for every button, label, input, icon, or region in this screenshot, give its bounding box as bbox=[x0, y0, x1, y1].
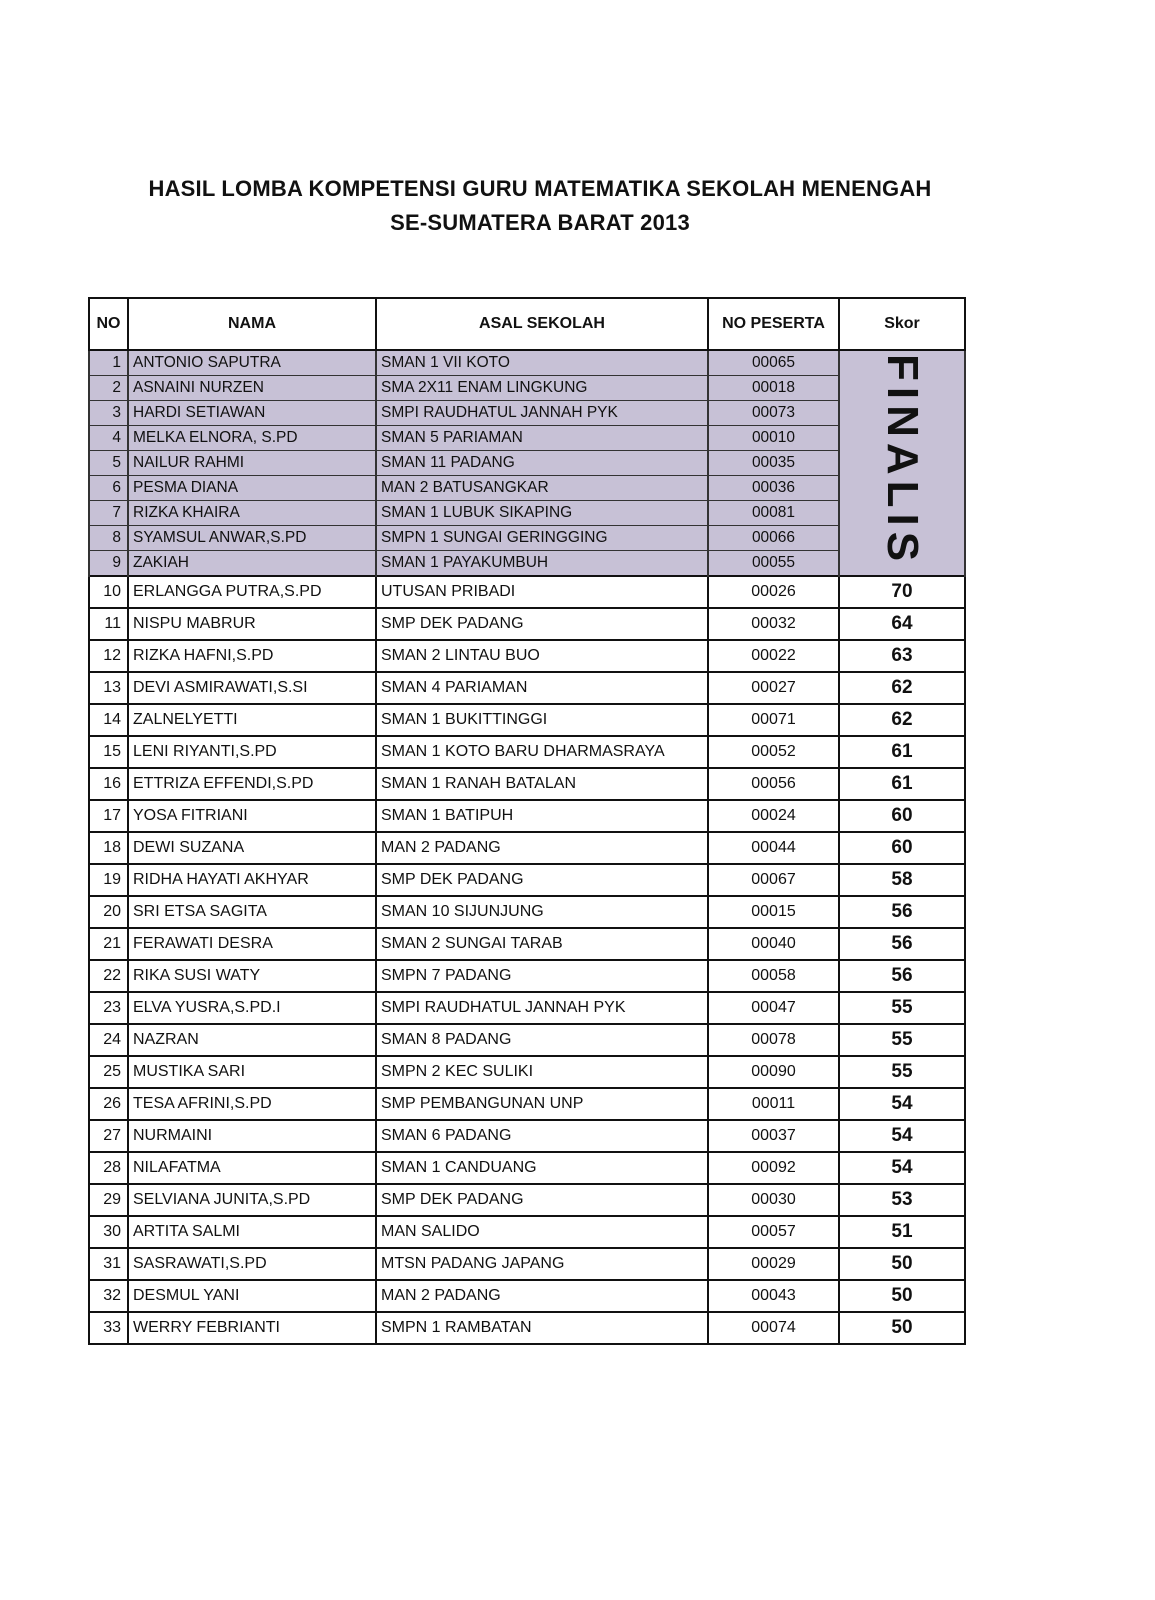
row-no-peserta: 00015 bbox=[708, 896, 839, 928]
row-skor: 61 bbox=[839, 736, 965, 768]
table-row bbox=[89, 672, 965, 704]
row-nama: YOSA FITRIANI bbox=[128, 800, 376, 832]
row-skor: 55 bbox=[839, 1024, 965, 1056]
row-asal-sekolah: SMPI RAUDHATUL JANNAH PYK bbox=[376, 401, 708, 426]
row-skor: 54 bbox=[839, 1120, 965, 1152]
row-nama: NILAFATMA bbox=[128, 1152, 376, 1184]
table-row bbox=[89, 1056, 965, 1088]
row-skor: 60 bbox=[839, 832, 965, 864]
row-no: 7 bbox=[89, 501, 128, 526]
header-no: NO bbox=[89, 298, 128, 350]
finalist-row bbox=[89, 551, 965, 577]
row-asal-sekolah: SMAN 6 PADANG bbox=[376, 1120, 708, 1152]
row-nama: DEWI SUZANA bbox=[128, 832, 376, 864]
table-row bbox=[89, 1024, 965, 1056]
row-nama: NAILUR RAHMI bbox=[128, 451, 376, 476]
table-row bbox=[89, 1216, 965, 1248]
row-no-peserta: 00078 bbox=[708, 1024, 839, 1056]
row-no-peserta: 00044 bbox=[708, 832, 839, 864]
finalis-merged-cell bbox=[839, 350, 965, 576]
finalist-row bbox=[89, 426, 965, 451]
row-asal-sekolah: SMAN 1 PAYAKUMBUH bbox=[376, 551, 708, 577]
row-asal-sekolah: SMAN 5 PARIAMAN bbox=[376, 426, 708, 451]
header-no-peserta: NO PESERTA bbox=[708, 298, 839, 350]
row-no: 23 bbox=[89, 992, 128, 1024]
results-table bbox=[88, 297, 966, 1345]
table-row bbox=[89, 704, 965, 736]
row-no: 12 bbox=[89, 640, 128, 672]
table-row bbox=[89, 960, 965, 992]
row-nama: MELKA ELNORA, S.PD bbox=[128, 426, 376, 451]
row-asal-sekolah: SMAN 1 KOTO BARU DHARMASRAYA bbox=[376, 736, 708, 768]
row-skor: 50 bbox=[839, 1312, 965, 1344]
table-row bbox=[89, 1280, 965, 1312]
table-row bbox=[89, 768, 965, 800]
row-no-peserta: 00058 bbox=[708, 960, 839, 992]
finalist-row bbox=[89, 476, 965, 501]
row-nama: ETTRIZA EFFENDI,S.PD bbox=[128, 768, 376, 800]
row-nama: SASRAWATI,S.PD bbox=[128, 1248, 376, 1280]
row-asal-sekolah: SMAN 4 PARIAMAN bbox=[376, 672, 708, 704]
row-skor: 54 bbox=[839, 1088, 965, 1120]
row-no: 33 bbox=[89, 1312, 128, 1344]
row-no-peserta: 00067 bbox=[708, 864, 839, 896]
row-no: 4 bbox=[89, 426, 128, 451]
row-no: 6 bbox=[89, 476, 128, 501]
row-no: 10 bbox=[89, 576, 128, 608]
row-nama: ANTONIO SAPUTRA bbox=[128, 350, 376, 376]
row-no-peserta: 00065 bbox=[708, 350, 839, 376]
title-line-2: SE-SUMATERA BARAT 2013 bbox=[390, 210, 690, 235]
row-no-peserta: 00027 bbox=[708, 672, 839, 704]
row-nama: ZAKIAH bbox=[128, 551, 376, 577]
table-body bbox=[89, 350, 965, 1344]
row-asal-sekolah: SMP PEMBANGUNAN UNP bbox=[376, 1088, 708, 1120]
row-skor: 56 bbox=[839, 896, 965, 928]
row-no: 28 bbox=[89, 1152, 128, 1184]
row-nama: SYAMSUL ANWAR,S.PD bbox=[128, 526, 376, 551]
row-nama: WERRY FEBRIANTI bbox=[128, 1312, 376, 1344]
row-no: 15 bbox=[89, 736, 128, 768]
row-no-peserta: 00037 bbox=[708, 1120, 839, 1152]
row-no-peserta: 00026 bbox=[708, 576, 839, 608]
row-no-peserta: 00047 bbox=[708, 992, 839, 1024]
row-skor: 56 bbox=[839, 960, 965, 992]
finalis-label: FINALIS bbox=[878, 353, 927, 568]
table-row bbox=[89, 896, 965, 928]
row-skor: 63 bbox=[839, 640, 965, 672]
row-no-peserta: 00057 bbox=[708, 1216, 839, 1248]
row-asal-sekolah: SMAN 1 BATIPUH bbox=[376, 800, 708, 832]
row-no: 31 bbox=[89, 1248, 128, 1280]
row-nama: DEVI ASMIRAWATI,S.SI bbox=[128, 672, 376, 704]
row-asal-sekolah: SMAN 1 CANDUANG bbox=[376, 1152, 708, 1184]
table-row bbox=[89, 1184, 965, 1216]
finalist-row bbox=[89, 501, 965, 526]
row-nama: RIDHA HAYATI AKHYAR bbox=[128, 864, 376, 896]
row-asal-sekolah: SMPN 1 RAMBATAN bbox=[376, 1312, 708, 1344]
row-asal-sekolah: SMPN 2 KEC SULIKI bbox=[376, 1056, 708, 1088]
row-no-peserta: 00029 bbox=[708, 1248, 839, 1280]
table-row bbox=[89, 608, 965, 640]
table-row bbox=[89, 1088, 965, 1120]
row-nama: DESMUL YANI bbox=[128, 1280, 376, 1312]
row-no-peserta: 00035 bbox=[708, 451, 839, 476]
row-no: 27 bbox=[89, 1120, 128, 1152]
row-nama: ELVA YUSRA,S.PD.I bbox=[128, 992, 376, 1024]
row-nama: ERLANGGA PUTRA,S.PD bbox=[128, 576, 376, 608]
row-no: 11 bbox=[89, 608, 128, 640]
row-no-peserta: 00011 bbox=[708, 1088, 839, 1120]
row-skor: 70 bbox=[839, 576, 965, 608]
row-nama: MUSTIKA SARI bbox=[128, 1056, 376, 1088]
row-skor: 60 bbox=[839, 800, 965, 832]
row-no: 3 bbox=[89, 401, 128, 426]
row-asal-sekolah: MAN SALIDO bbox=[376, 1216, 708, 1248]
row-no-peserta: 00022 bbox=[708, 640, 839, 672]
row-nama: SRI ETSA SAGITA bbox=[128, 896, 376, 928]
row-asal-sekolah: SMAN 10 SIJUNJUNG bbox=[376, 896, 708, 928]
table-row bbox=[89, 640, 965, 672]
row-asal-sekolah: SMAN 11 PADANG bbox=[376, 451, 708, 476]
row-no: 19 bbox=[89, 864, 128, 896]
row-skor: 51 bbox=[839, 1216, 965, 1248]
row-asal-sekolah: SMAN 1 VII KOTO bbox=[376, 350, 708, 376]
header-skor: Skor bbox=[839, 298, 965, 350]
header-asal-sekolah: ASAL SEKOLAH bbox=[376, 298, 708, 350]
table-row bbox=[89, 736, 965, 768]
row-no: 29 bbox=[89, 1184, 128, 1216]
row-no-peserta: 00052 bbox=[708, 736, 839, 768]
finalist-row bbox=[89, 451, 965, 476]
row-no: 25 bbox=[89, 1056, 128, 1088]
row-asal-sekolah: SMAN 1 BUKITTINGGI bbox=[376, 704, 708, 736]
table-row bbox=[89, 800, 965, 832]
row-nama: HARDI SETIAWAN bbox=[128, 401, 376, 426]
row-asal-sekolah: MAN 2 BATUSANGKAR bbox=[376, 476, 708, 501]
row-nama: ZALNELYETTI bbox=[128, 704, 376, 736]
row-asal-sekolah: SMP DEK PADANG bbox=[376, 1184, 708, 1216]
row-no-peserta: 00066 bbox=[708, 526, 839, 551]
table-row bbox=[89, 1152, 965, 1184]
row-nama: ARTITA SALMI bbox=[128, 1216, 376, 1248]
row-nama: RIZKA KHAIRA bbox=[128, 501, 376, 526]
row-no-peserta: 00036 bbox=[708, 476, 839, 501]
row-no-peserta: 00032 bbox=[708, 608, 839, 640]
table-row bbox=[89, 864, 965, 896]
table-row bbox=[89, 992, 965, 1024]
row-nama: RIZKA HAFNI,S.PD bbox=[128, 640, 376, 672]
row-no: 20 bbox=[89, 896, 128, 928]
row-skor: 61 bbox=[839, 768, 965, 800]
row-asal-sekolah: SMAN 1 RANAH BATALAN bbox=[376, 768, 708, 800]
finalist-row bbox=[89, 350, 965, 376]
row-no: 1 bbox=[89, 350, 128, 376]
row-no-peserta: 00090 bbox=[708, 1056, 839, 1088]
row-no: 16 bbox=[89, 768, 128, 800]
row-skor: 54 bbox=[839, 1152, 965, 1184]
row-asal-sekolah: SMA 2X11 ENAM LINGKUNG bbox=[376, 376, 708, 401]
row-no: 5 bbox=[89, 451, 128, 476]
row-asal-sekolah: MAN 2 PADANG bbox=[376, 832, 708, 864]
row-no: 32 bbox=[89, 1280, 128, 1312]
row-asal-sekolah: SMAN 8 PADANG bbox=[376, 1024, 708, 1056]
row-no-peserta: 00010 bbox=[708, 426, 839, 451]
row-no-peserta: 00073 bbox=[708, 401, 839, 426]
row-asal-sekolah: SMP DEK PADANG bbox=[376, 864, 708, 896]
finalist-row bbox=[89, 401, 965, 426]
row-no-peserta: 00071 bbox=[708, 704, 839, 736]
row-no-peserta: 00081 bbox=[708, 501, 839, 526]
row-no: 22 bbox=[89, 960, 128, 992]
row-no-peserta: 00030 bbox=[708, 1184, 839, 1216]
table-row bbox=[89, 832, 965, 864]
row-nama: NURMAINI bbox=[128, 1120, 376, 1152]
table-row bbox=[89, 928, 965, 960]
finalist-row bbox=[89, 376, 965, 401]
table-header-row bbox=[89, 298, 965, 350]
row-asal-sekolah: SMP DEK PADANG bbox=[376, 608, 708, 640]
row-no: 13 bbox=[89, 672, 128, 704]
header-nama: NAMA bbox=[128, 298, 376, 350]
row-asal-sekolah: SMAN 1 LUBUK SIKAPING bbox=[376, 501, 708, 526]
row-no: 8 bbox=[89, 526, 128, 551]
row-skor: 62 bbox=[839, 672, 965, 704]
row-skor: 50 bbox=[839, 1280, 965, 1312]
row-skor: 62 bbox=[839, 704, 965, 736]
row-no-peserta: 00040 bbox=[708, 928, 839, 960]
row-skor: 53 bbox=[839, 1184, 965, 1216]
table-row bbox=[89, 1248, 965, 1280]
row-skor: 64 bbox=[839, 608, 965, 640]
row-skor: 56 bbox=[839, 928, 965, 960]
row-skor: 55 bbox=[839, 1056, 965, 1088]
row-asal-sekolah: SMAN 2 SUNGAI TARAB bbox=[376, 928, 708, 960]
row-no: 9 bbox=[89, 551, 128, 577]
row-no-peserta: 00056 bbox=[708, 768, 839, 800]
row-nama: PESMA DIANA bbox=[128, 476, 376, 501]
row-nama: FERAWATI DESRA bbox=[128, 928, 376, 960]
row-nama: NISPU MABRUR bbox=[128, 608, 376, 640]
row-no-peserta: 00074 bbox=[708, 1312, 839, 1344]
row-nama: RIKA SUSI WATY bbox=[128, 960, 376, 992]
row-asal-sekolah: SMPN 7 PADANG bbox=[376, 960, 708, 992]
row-no-peserta: 00055 bbox=[708, 551, 839, 577]
row-skor: 55 bbox=[839, 992, 965, 1024]
title-line-1: HASIL LOMBA KOMPETENSI GURU MATEMATIKA SEKOLAH MENENGAH bbox=[148, 176, 932, 201]
row-nama: ASNAINI NURZEN bbox=[128, 376, 376, 401]
row-no: 2 bbox=[89, 376, 128, 401]
row-no-peserta: 00024 bbox=[708, 800, 839, 832]
row-asal-sekolah: SMAN 2 LINTAU BUO bbox=[376, 640, 708, 672]
row-no-peserta: 00092 bbox=[708, 1152, 839, 1184]
row-no: 18 bbox=[89, 832, 128, 864]
row-no: 14 bbox=[89, 704, 128, 736]
row-no: 30 bbox=[89, 1216, 128, 1248]
row-no: 24 bbox=[89, 1024, 128, 1056]
row-no-peserta: 00018 bbox=[708, 376, 839, 401]
table-row bbox=[89, 1120, 965, 1152]
row-no: 21 bbox=[89, 928, 128, 960]
row-no: 17 bbox=[89, 800, 128, 832]
table-row bbox=[89, 576, 965, 608]
row-asal-sekolah: UTUSAN PRIBADI bbox=[376, 576, 708, 608]
row-skor: 58 bbox=[839, 864, 965, 896]
row-nama: TESA AFRINI,S.PD bbox=[128, 1088, 376, 1120]
row-nama: LENI RIYANTI,S.PD bbox=[128, 736, 376, 768]
row-no-peserta: 00043 bbox=[708, 1280, 839, 1312]
row-nama: NAZRAN bbox=[128, 1024, 376, 1056]
row-nama: SELVIANA JUNITA,S.PD bbox=[128, 1184, 376, 1216]
finalist-row bbox=[89, 526, 965, 551]
document-title bbox=[0, 172, 1080, 240]
row-asal-sekolah: MAN 2 PADANG bbox=[376, 1280, 708, 1312]
row-no: 26 bbox=[89, 1088, 128, 1120]
row-asal-sekolah: MTSN PADANG JAPANG bbox=[376, 1248, 708, 1280]
row-asal-sekolah: SMPN 1 SUNGAI GERINGGING bbox=[376, 526, 708, 551]
row-skor: 50 bbox=[839, 1248, 965, 1280]
row-asal-sekolah: SMPI RAUDHATUL JANNAH PYK bbox=[376, 992, 708, 1024]
table-row bbox=[89, 1312, 965, 1344]
